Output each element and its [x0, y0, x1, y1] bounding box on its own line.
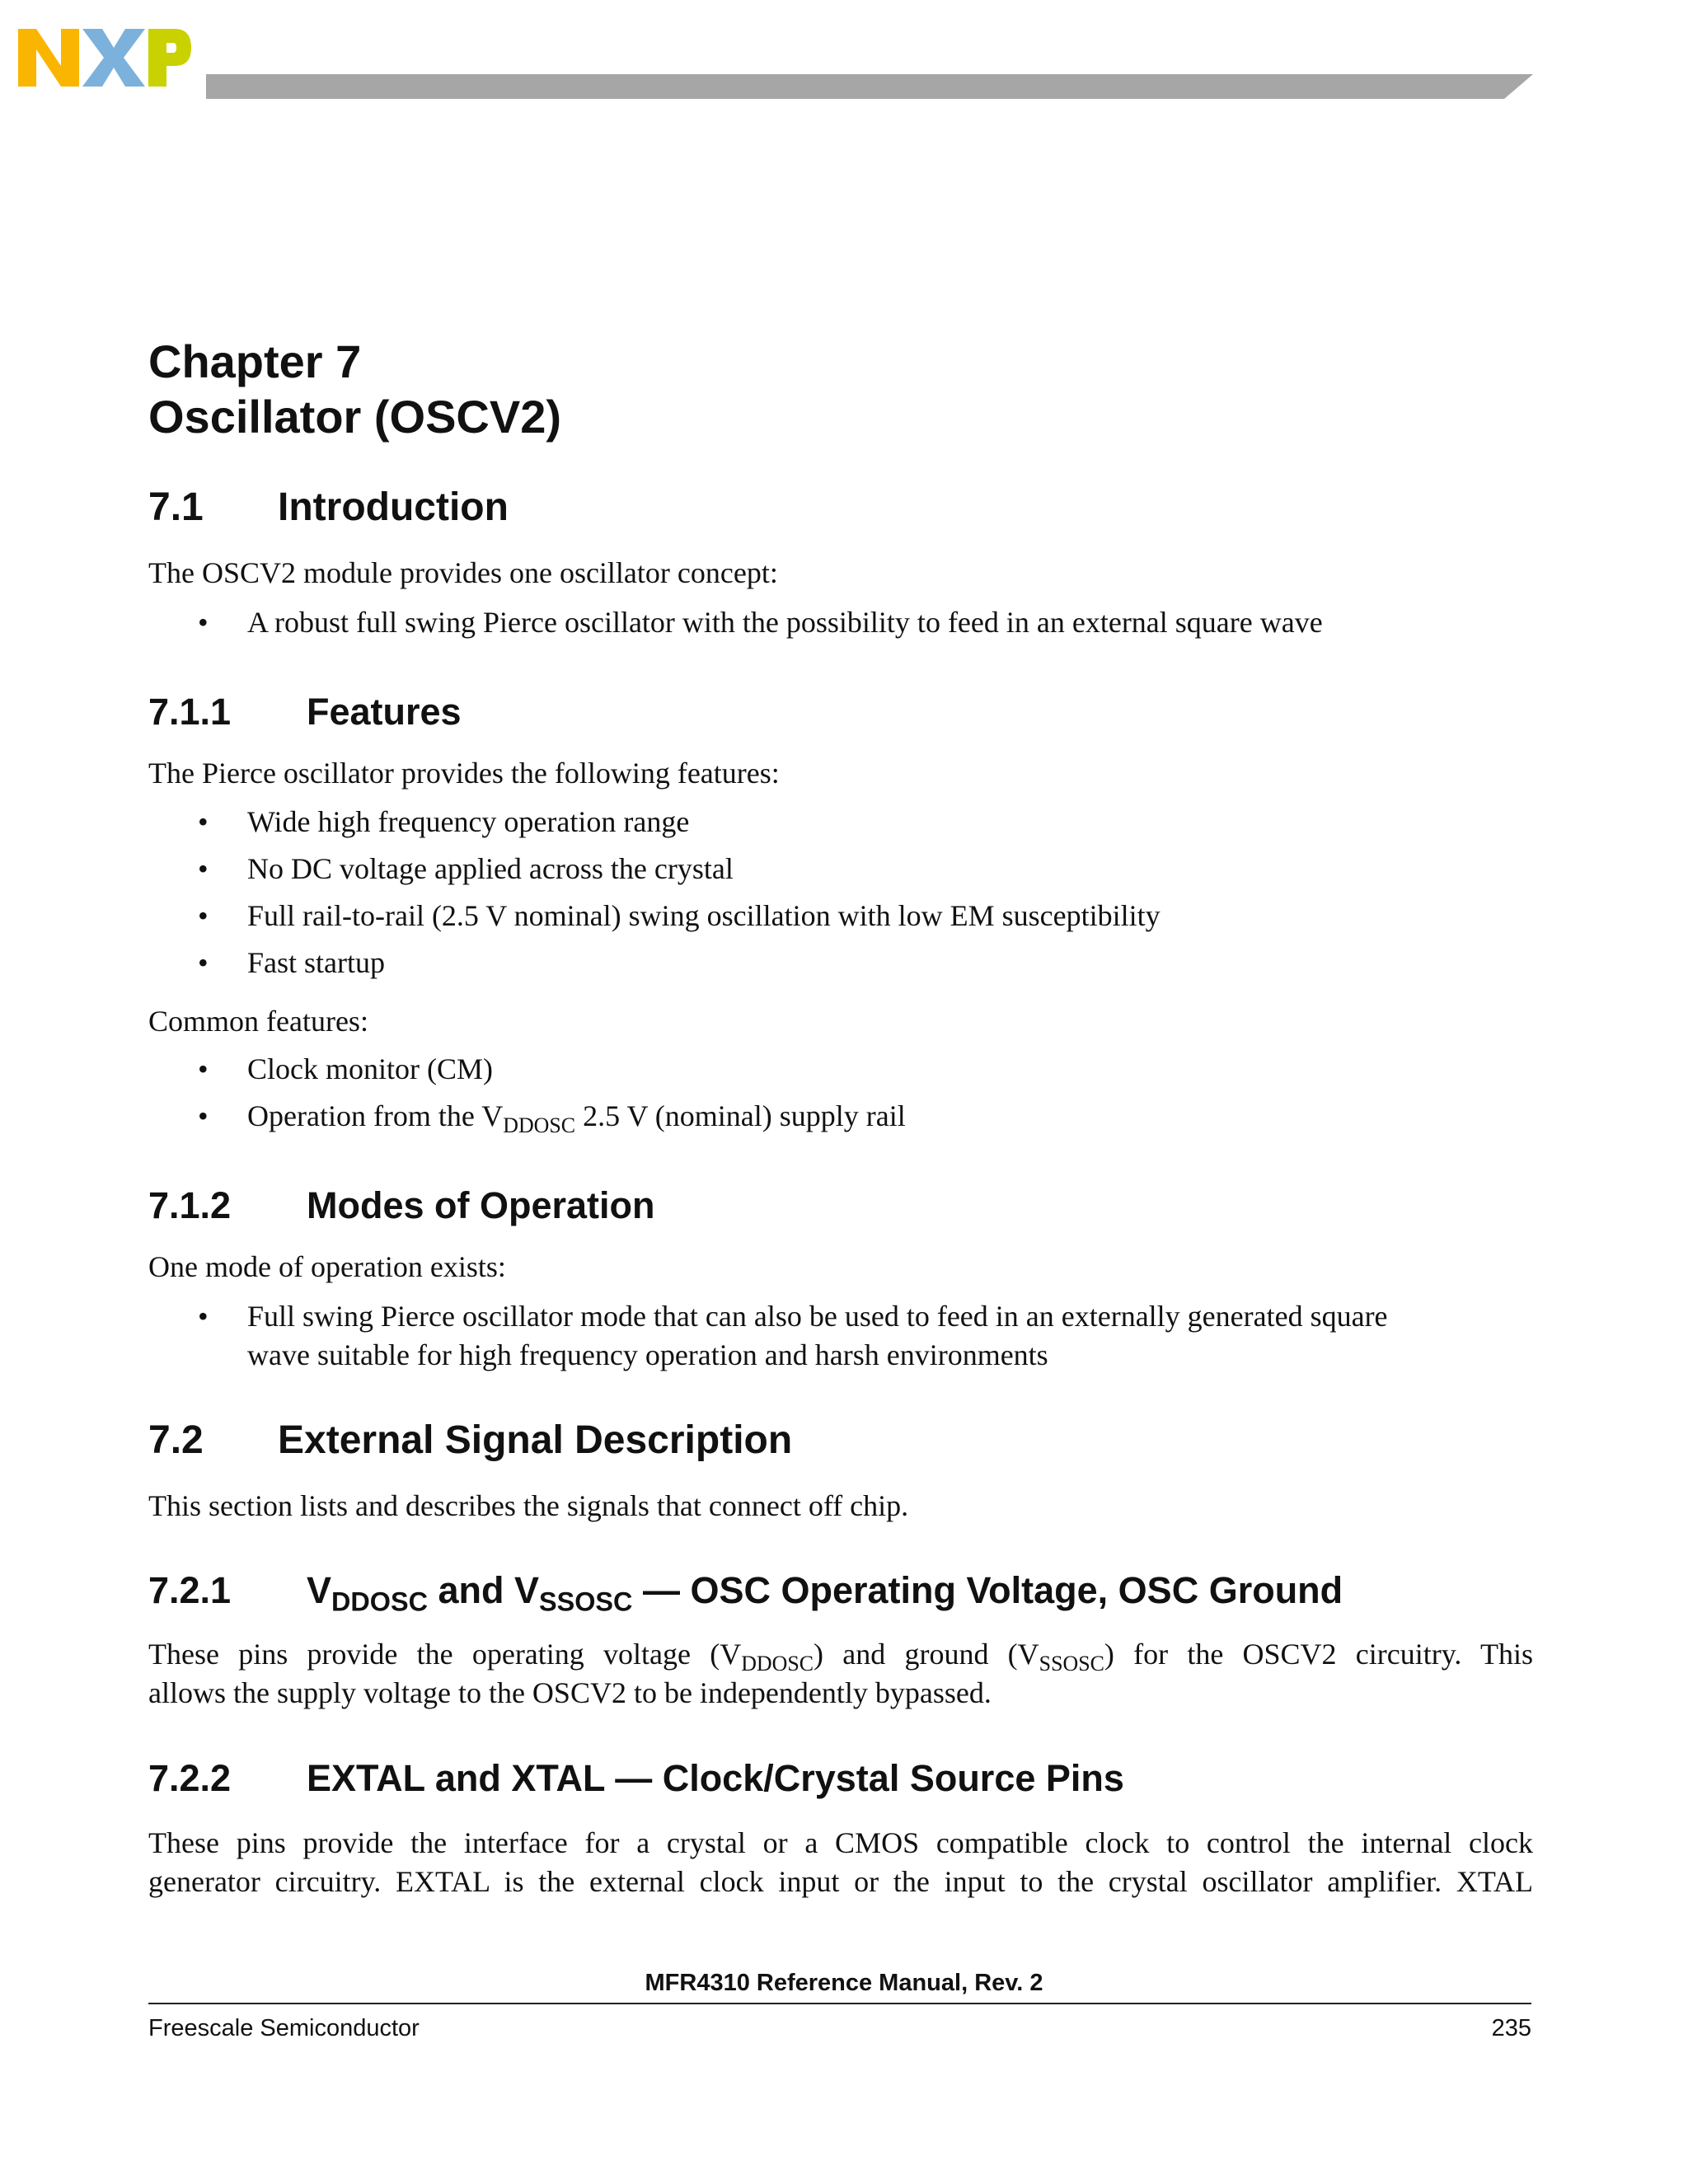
list-item: • A robust full swing Pierce oscillator with the possibility to feed in an external square wave	[198, 606, 1323, 639]
manual-title: MFR4310 Reference Manual, Rev. 2	[645, 1970, 1043, 1996]
section-7-2-1-body: These pins provide the operating voltage $(V_{DDOSC})$ and ground $(V_{SSOSC})$ for the OSCV2 circuitry. This allows the supply voltage to the OSCV2 to be independently bypassed.	[148, 1638, 1533, 1709]
section-7-2-2-body: These pins provide the interface for a crystal or a CMOS compatible clock to control the internal clock generator circuitry. EXTAL is the external clock input or the input to the crystal oscillator amplifier. XTAL	[148, 1826, 1533, 1898]
section-7-1-2-lead: One mode of operation exists:	[148, 1250, 506, 1283]
list-item: • Clock monitor (CM)	[198, 1052, 493, 1085]
section-7-1-1-lead: The Pierce oscillator provides the following features:	[148, 757, 780, 790]
company-name: Freescale Semiconductor	[148, 2015, 420, 2041]
page-number: 235	[1491, 2015, 1531, 2041]
list-item: • Fast startup	[198, 946, 385, 979]
header-bar	[206, 74, 1533, 99]
chapter-title: Oscillator (OSCV2)	[148, 391, 562, 443]
list-item: • Full rail-to-rail (2.5 V nominal) swing oscillation with low EM susceptibility	[198, 899, 1160, 932]
chapter-heading	[148, 334, 561, 444]
nxp-logo	[18, 25, 191, 91]
section-7-2-heading: 7.2 External Signal Description	[148, 1418, 793, 1462]
list-item: • Wide high frequency operation range	[198, 805, 690, 838]
list-item: • No DC voltage applied across the crystal	[198, 852, 734, 885]
footer-divider	[148, 2003, 1531, 2004]
section-7-2-1-heading: 7.2.1 $V_{DDOSC}$ and $V_{SSOSC}$ — OSC Operating Voltage, OSC Ground	[148, 1569, 1343, 1617]
list-item: • Operation from the $V_{DDOSC}$ 2.5 V (nominal) supply rail	[198, 1099, 906, 1137]
section-7-1-1-heading: 7.1.1 Features	[148, 691, 462, 733]
common-features-lead: Common features:	[148, 1005, 368, 1038]
section-7-1-2-heading: 7.1.2 Modes of Operation	[148, 1184, 655, 1226]
chapter-number: Chapter 7	[148, 335, 362, 387]
section-7-2-lead: This section lists and describes the signals that connect off chip.	[148, 1489, 909, 1522]
bullet-dot: •	[198, 1300, 209, 1333]
list-item: Full swing Pierce oscillator mode that can also be used to feed in an externally generated square wave suitable for high frequency operation and harsh environments	[247, 1300, 1388, 1371]
section-7-1-heading: 7.1 Introduction	[148, 485, 509, 529]
section-7-2-2-heading: 7.2.2 EXTAL and XTAL — Clock/Crystal Source Pins	[148, 1757, 1124, 1799]
section-7-1-lead: The OSCV2 module provides one oscillator concept:	[148, 556, 778, 589]
